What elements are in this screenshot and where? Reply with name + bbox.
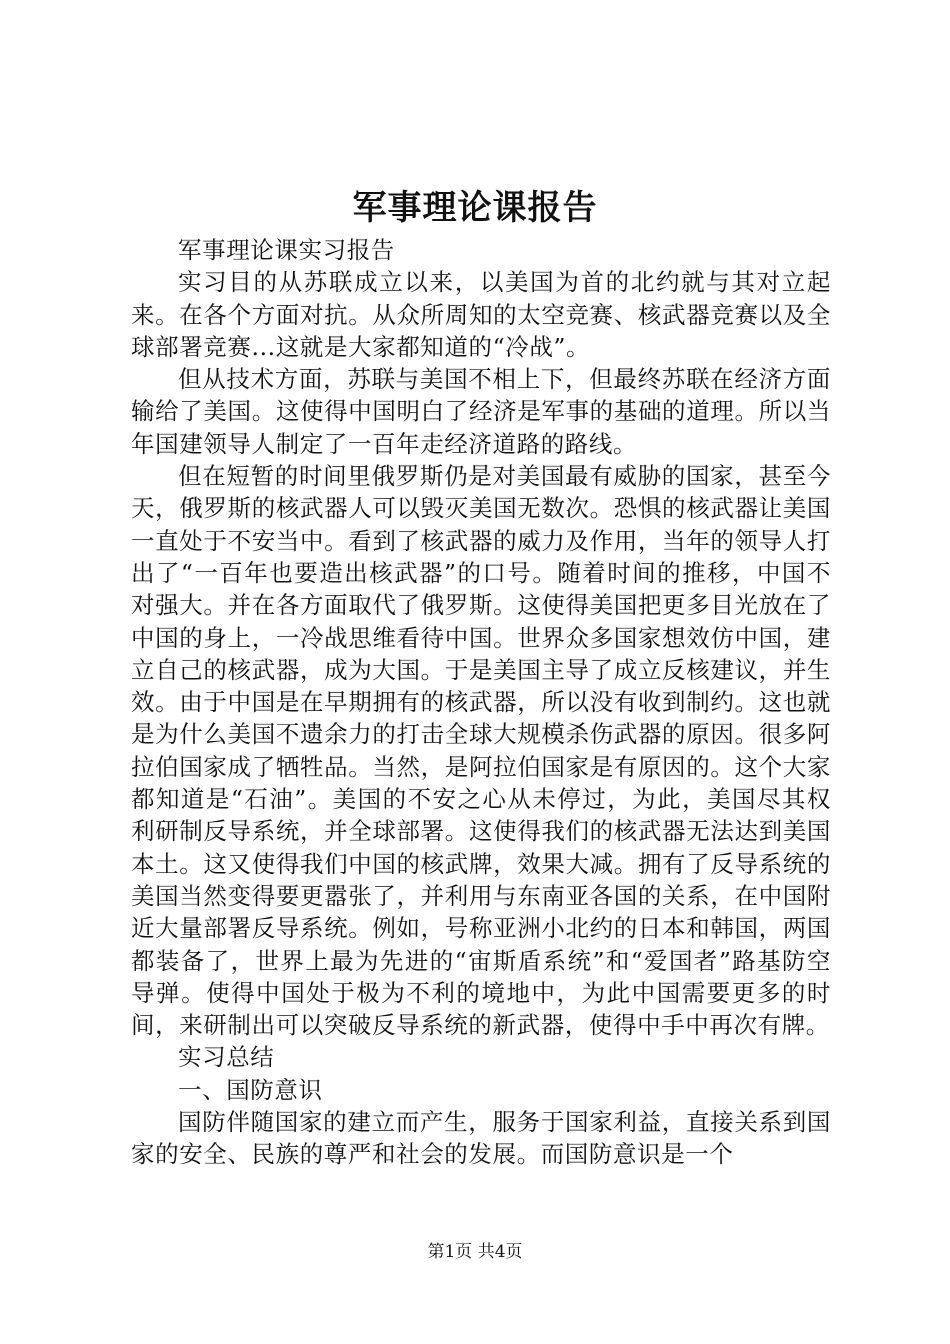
paragraph: 但在短暂的时间里俄罗斯仍是对美国最有威胁的国家，甚至今天，俄罗斯的核武器人可以毁灭美国无数次。恐惧的核武器让美国一直处于不安当中。看到了核武器的威力及作用，当年的领导人打出了“一百年也要造出核武器”的口号。随着时间的推移，中国不对强大。并在各方面取代了俄罗斯。这使得美国把更多目光放在了中国的身上，一冷战思维看待中国。世界众多国家想效仿中国，建立自己的核武器，成为大国。于是美国主导了成立反核建议，并生效。由于中国是在早期拥有的核武器，所以没有收到制约。这也就是为什么美国不遗余力的打击全球大规模杀伤武器的原因。很多阿拉伯国家成了牺牲品。当然，是阿拉伯国家是有原因的。这个大家都知道是“石油”。美国的不安之心从未停过，为此，美国尽其权利研制反导系统，并全球部署。这使得我们的核武器无法达到美国本土。这又使得我们中国的核武牌，效果大减。拥有了反导系统的美国当然变得要更嚣张了，并利用与东南亚各国的关系，在中国附近大量部署反导系统。例如，号称亚洲小北约的日本和韩国，两国都装备了，世界上最为先进的“宙斯盾系统”和“爱国者”路基防空导弹。使得中国处于极为不利的境地中，为此中国需要更多的时间，来研制出可以突破反导系统的新武器，使得中手中再次有牌。 — [131, 462, 831, 1040]
paragraph: 实习目的从苏联成立以来，以美国为首的北约就与其对立起来。在各个方面对抗。从众所周知的太空竞赛、核武器竞赛以及全球部署竞赛...这就是大家都知道的“冷战”。 — [131, 268, 831, 361]
page-footer: 第1页 共4页 — [427, 1242, 523, 1262]
paragraph-subtitle: 军事理论课实习报告 — [178, 236, 395, 264]
section-heading: 实习总结 — [178, 1043, 275, 1072]
paragraph: 国防伴随国家的建立而产生，服务于国家利益，直接关系到国家的安全、民族的尊严和社会的发展。而国防意识是一个 — [131, 1108, 831, 1169]
section-subheading: 一、国防意识 — [178, 1075, 323, 1104]
document-body — [131, 234, 831, 1171]
document-title: 军事理论课报告 — [352, 188, 598, 228]
paragraph: 但从技术方面，苏联与美国不相上下，但最终苏联在经济方面输给了美国。这使得中国明白了经济是军事的基础的道理。所以当年国建领导人制定了一百年走经济道路的路线。 — [131, 365, 831, 458]
